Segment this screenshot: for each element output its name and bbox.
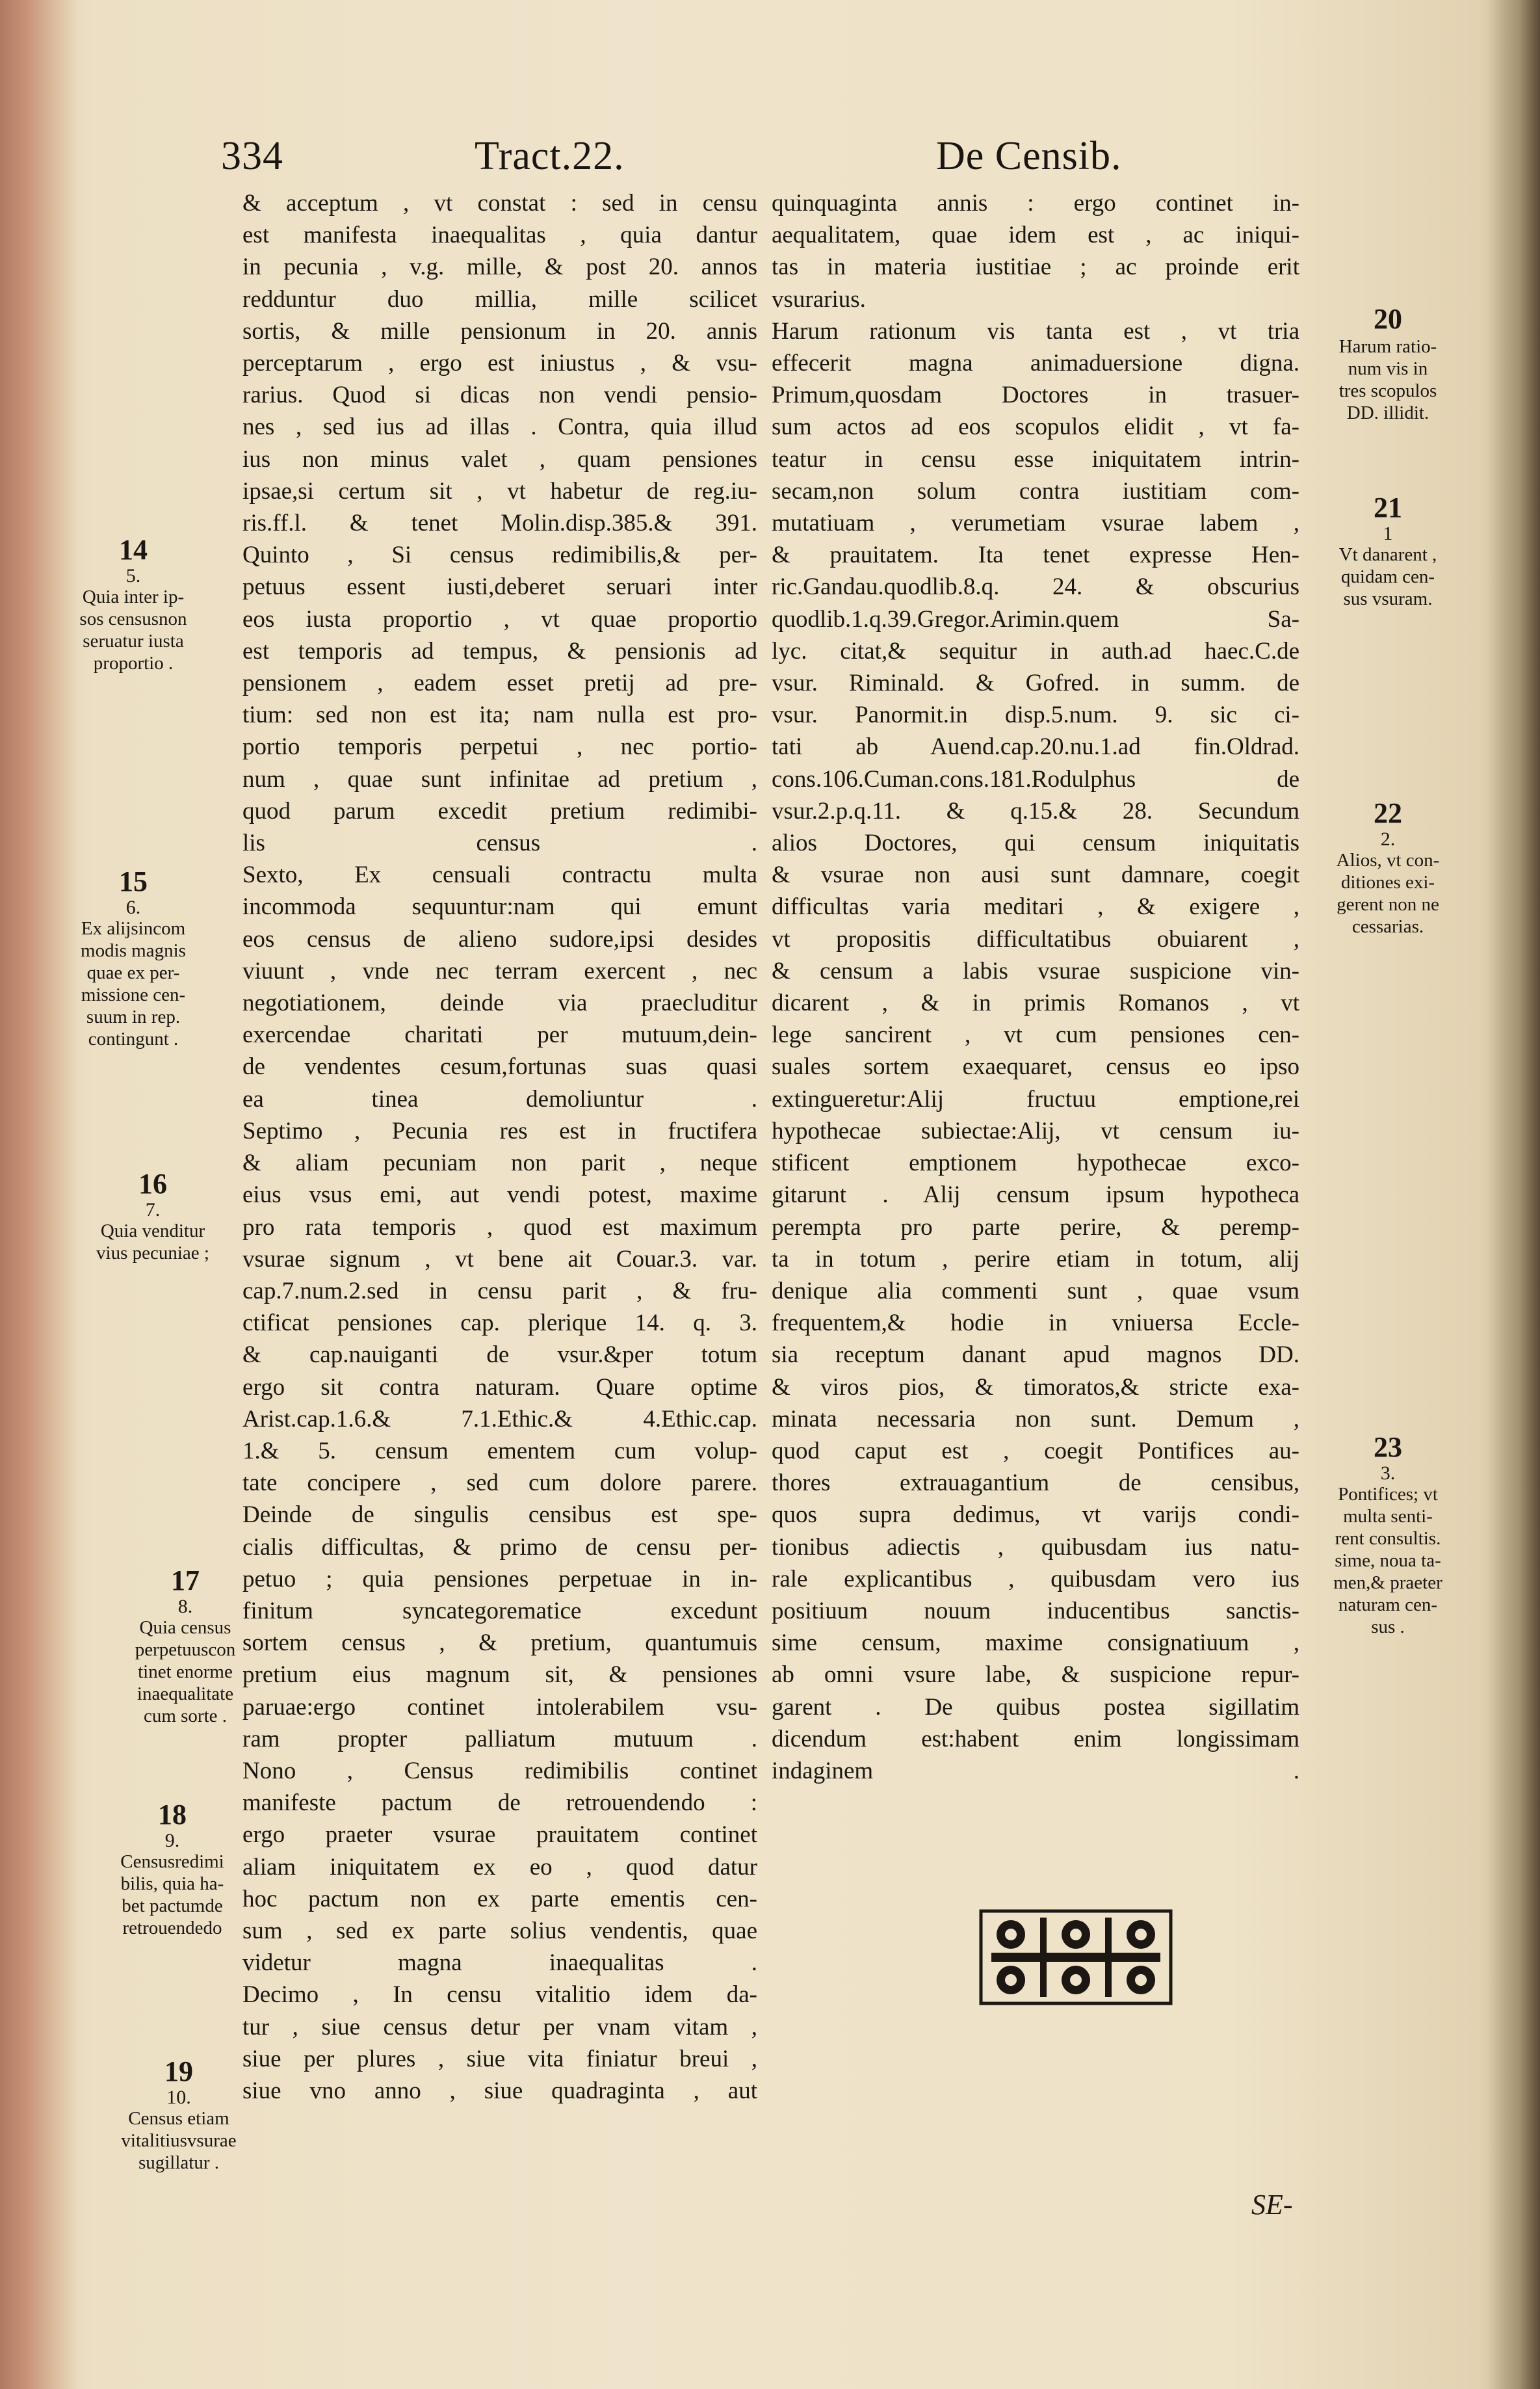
- margin-note-subnumber: 6.: [125, 897, 141, 918]
- text-line: indaginem .: [772, 1757, 1299, 1784]
- text-line: num , quae sunt infinitae ad pretium ,: [242, 765, 757, 793]
- text-line: quod parum excedit pretium redimibi-: [242, 797, 757, 825]
- text-line: lis census .: [242, 830, 757, 857]
- margin-note-subnumber: 10.: [166, 2087, 191, 2108]
- text-line: petuo ; quia pensiones perpetuae in in-: [242, 1565, 757, 1592]
- text-line: vsurarius.: [772, 285, 866, 313]
- text-line: petuus essent iusti,deberet seruari inter: [242, 574, 757, 601]
- margin-note-number: 19: [164, 2055, 193, 2087]
- text-line: perceptarum , ergo est iniustus , & vsu-: [242, 350, 757, 377]
- margin-note-number: 18: [158, 1799, 187, 1830]
- text-line: sia receptum danant apud magnos DD.: [772, 1341, 1299, 1369]
- text-line: positiuum nouum inducentibus sanctis-: [772, 1597, 1299, 1624]
- text-line: exercendae charitati per mutuum,dein-: [242, 1022, 757, 1049]
- text-line: Deinde de singulis censibus est spe-: [242, 1501, 757, 1529]
- margin-note: [78, 1167, 228, 1264]
- text-line: quos supra dedimus, vt varijs condi-: [772, 1501, 1299, 1529]
- margin-note-text: bet pactumde: [122, 1895, 223, 1916]
- margin-note-text: suum in rep.: [86, 1007, 181, 1027]
- margin-note-text: modis magnis: [81, 940, 186, 961]
- text-line: suales sortem exaequaret, census eo ipso: [772, 1053, 1299, 1081]
- text-line: videtur magna inaequalitas .: [242, 1949, 757, 1977]
- margin-note-text: perpetuuscon: [135, 1639, 236, 1660]
- text-line: de vendentes cesum,fortunas suas quasi: [242, 1053, 757, 1081]
- margin-note-number: 15: [119, 865, 148, 897]
- text-line: & censum a labis vsurae suspicione vin-: [772, 957, 1299, 984]
- margin-note-text: inaequalitate: [137, 1683, 234, 1704]
- text-line: 1.& 5. censum ementem cum volup-: [242, 1437, 757, 1464]
- text-line: pro rata temporis , quod est maximum: [242, 1213, 757, 1241]
- text-line: sum actos ad eos scopulos elidit , vt fa-: [772, 414, 1299, 441]
- text-line: quinquaginta annis : ergo continet in-: [772, 190, 1299, 217]
- text-line: ric.Gandau.quodlib.8.q. 24. & obscurius: [772, 574, 1299, 601]
- text-line: eius vsus emi, aut vendi potest, maxime: [242, 1181, 757, 1209]
- text-line: eos census de alieno sudore,ipsi desides: [242, 925, 757, 953]
- text-line: secam,non solum contra iustitiam com-: [772, 477, 1299, 505]
- page-number: 334: [221, 134, 283, 178]
- text-line: vsurae signum , vt bene ait Couar.3. var.: [242, 1245, 757, 1273]
- text-line: ris.ff.l. & tenet Molin.disp.385.& 391.: [242, 510, 757, 537]
- margin-note-text: sus .: [1371, 1617, 1405, 1637]
- margin-note-text: Census etiam: [128, 2108, 229, 2129]
- margin-note-text: retrouendedo: [122, 1918, 222, 1938]
- margin-note-text: Quia venditur: [100, 1221, 205, 1241]
- margin-note-text: gerent non ne: [1337, 894, 1439, 915]
- margin-note-number: 14: [119, 534, 148, 566]
- text-line: rale explicantibus , quibusdam vero ius: [772, 1565, 1299, 1592]
- text-line: vsur.2.p.q.11. & q.15.& 28. Secundum: [772, 797, 1299, 825]
- margin-note-subnumber: 1: [1383, 523, 1393, 544]
- margin-note-text: bilis, quia ha-: [120, 1873, 224, 1894]
- text-line: gitarunt . Alij censum ipsum hypotheca: [772, 1181, 1299, 1209]
- text-line: tionibus adiectis , quibusdam ius natu-: [772, 1533, 1299, 1561]
- text-line: denique alia commenti sunt , quae vsum: [772, 1277, 1299, 1304]
- margin-note-number: 17: [171, 1564, 200, 1596]
- text-line: & aliam pecuniam non parit , neque: [242, 1150, 757, 1177]
- text-line: Nono , Census redimibilis continet: [242, 1757, 757, 1784]
- margin-note-text: proportio .: [93, 653, 174, 674]
- text-line: ius non minus valet , quam pensiones: [242, 445, 757, 473]
- text-line: stificent emptionem hypothecae exco-: [772, 1150, 1299, 1177]
- text-line: ctificat pensiones cap. plerique 14. q. 3.: [242, 1310, 757, 1337]
- text-line: Quinto , Si census redimibilis,& per-: [242, 542, 757, 569]
- margin-note-text: Alios, vt con-: [1336, 850, 1440, 871]
- text-line: Sexto, Ex censuali contractu multa: [242, 862, 757, 889]
- margin-note: [104, 2055, 254, 2174]
- text-line: Primum,quosdam Doctores in trasuer-: [772, 382, 1299, 409]
- text-line: ram propter palliatum mutuum .: [242, 1725, 757, 1752]
- text-line: Septimo , Pecunia res est in fructifera: [242, 1117, 757, 1144]
- margin-note-text: Quia inter ip-: [82, 587, 185, 607]
- margin-note-text: vius pecuniae ;: [96, 1243, 209, 1263]
- text-line: Decimo , In censu vitalitio idem da-: [242, 1981, 757, 2009]
- text-line: & prauitatem. Ita tenet expresse Hen-: [772, 542, 1299, 569]
- text-line: aliam iniquitatem ex eo , quod datur: [242, 1853, 757, 1881]
- text-line: extingueretur:Alij fructuu emptione,rei: [772, 1085, 1299, 1113]
- margin-note-text: rent consultis.: [1335, 1528, 1441, 1549]
- text-line: negotiationem, deinde via praecluditur: [242, 990, 757, 1017]
- text-line: tium: sed non est ita; nam nulla est pro-: [242, 702, 757, 729]
- text-line: difficultas varia meditari , & exigere ,: [772, 893, 1299, 921]
- text-line: tur , siue census detur per vnam vitam ,: [242, 2013, 757, 2040]
- text-line: sortem census , & pretium, quantumuis: [242, 1630, 757, 1657]
- text-line: ergo praeter vsurae prauitatem continet: [242, 1821, 757, 1849]
- margin-note-text: Censusredimi: [120, 1851, 224, 1872]
- left-text-column: [242, 187, 757, 2107]
- text-line: effecerit magna animaduersione digna.: [772, 350, 1299, 377]
- margin-note: [59, 533, 208, 674]
- page-title: De Censib.: [936, 134, 1122, 178]
- text-line: est manifesta inaequalitas , quia dantur: [242, 222, 757, 249]
- text-line: ta in totum , perire etiam in totum, alij: [772, 1245, 1299, 1273]
- text-line: cap.7.num.2.sed in censu parit , & fru-: [242, 1277, 757, 1304]
- text-line: manifeste pactum de retrouendendo :: [242, 1789, 757, 1817]
- margin-note-number: 16: [138, 1168, 167, 1200]
- text-line: lege sancirent , vt cum pensiones cen-: [772, 1022, 1299, 1049]
- text-line: thores extrauagantium de censibus,: [772, 1470, 1299, 1497]
- text-line: sum , sed ex parte solius vendentis, quae: [242, 1917, 757, 1944]
- margin-note-text: missione cen-: [81, 984, 186, 1005]
- text-line: siue vno anno , siue quadraginta , aut: [242, 2077, 757, 2104]
- text-line: est temporis ad tempus, & pensionis ad: [242, 637, 757, 665]
- margin-note-text: naturam cen-: [1338, 1594, 1438, 1615]
- margin-note-subnumber: 3.: [1380, 1462, 1396, 1484]
- text-line: dicendum est:habent enim longissimam: [772, 1725, 1299, 1752]
- margin-note-text: multa senti-: [1343, 1506, 1433, 1527]
- text-line: pensionem , eadem esset pretij ad pre-: [242, 670, 757, 697]
- margin-note-subnumber: 9.: [164, 1830, 180, 1851]
- margin-note-subnumber: 5.: [125, 565, 141, 587]
- margin-note-subnumber: 8.: [177, 1596, 193, 1617]
- text-line: ergo sit contra naturam. Quare optime: [242, 1373, 757, 1401]
- text-line: teatur in censu esse iniquitatem intrin-: [772, 445, 1299, 473]
- text-line: mutatiuam , verumetiam vsurae labem ,: [772, 510, 1299, 537]
- text-line: finitum syncategorematice excedunt: [242, 1597, 757, 1624]
- text-line: tati ab Auend.cap.20.nu.1.ad fin.Oldrad.: [772, 733, 1299, 761]
- text-line: portio temporis perpetui , nec portio-: [242, 733, 757, 761]
- text-line: redduntur duo millia, mille scilicet: [242, 285, 757, 313]
- margin-note-text: tres scopulos: [1338, 380, 1437, 401]
- text-line: sortis, & mille pensionum in 20. annis: [242, 317, 757, 345]
- text-line: lyc. citat,& sequitur in auth.ad haec.C.de: [772, 637, 1299, 665]
- text-line: perempta pro parte perire, & peremp-: [772, 1213, 1299, 1241]
- margin-note: [1313, 1431, 1463, 1638]
- text-line: tas in materia iustitiae ; ac proinde erit: [772, 254, 1299, 281]
- catchword: SE-: [1251, 2189, 1293, 2221]
- margin-note: [59, 865, 208, 1050]
- margin-note-text: Quia census: [139, 1617, 231, 1638]
- text-line: & cap.nauiganti de vsur.&per totum: [242, 1341, 757, 1369]
- text-line: vsur. Panormit.in disp.5.num. 9. sic ci-: [772, 702, 1299, 729]
- text-line: nes , sed ius ad illas . Contra, quia illud: [242, 414, 757, 441]
- text-line: vsur. Riminald. & Gofred. in summ. de: [772, 670, 1299, 697]
- text-line: cons.106.Cuman.cons.181.Rodulphus de: [772, 765, 1299, 793]
- margin-note-number: 20: [1374, 303, 1402, 335]
- margin-note: [1313, 302, 1463, 424]
- text-line: & vsurae non ausi sunt damnare, coegit: [772, 862, 1299, 889]
- text-line: & acceptum , vt constat : sed in censu: [242, 190, 757, 217]
- text-line: rarius. Quod si dicas non vendi pensio-: [242, 382, 757, 409]
- margin-note-text: Ex alijsincom: [81, 918, 186, 939]
- margin-note-text: quidam cen-: [1340, 566, 1435, 587]
- margin-note-text: cessarias.: [1351, 916, 1424, 937]
- margin-note-subnumber: 7.: [145, 1199, 161, 1221]
- margin-note: [1313, 797, 1463, 938]
- margin-note-text: contingunt .: [88, 1029, 179, 1049]
- printers-ornament: [978, 1908, 1173, 2006]
- margin-note-text: num vis in: [1348, 358, 1428, 379]
- margin-note: [111, 1564, 260, 1727]
- margin-note-text: cum sorte .: [143, 1706, 228, 1726]
- text-line: paruae:ergo continet intolerabilem vsu-: [242, 1693, 757, 1721]
- text-line: incommoda sequuntur:nam qui emunt: [242, 893, 757, 921]
- page-fore-edge: [1488, 0, 1540, 2389]
- margin-note-text: quae ex per-: [86, 962, 180, 983]
- margin-note-text: sugillatur .: [138, 2152, 220, 2173]
- margin-note-text: vitalitiusvsurae: [121, 2130, 237, 2151]
- text-line: cialis difficultas, & primo de censu per-: [242, 1533, 757, 1561]
- text-line: ea tinea demoliuntur .: [242, 1085, 757, 1113]
- margin-note-text: Pontifices; vt: [1338, 1484, 1438, 1505]
- margin-note-text: sos censusnon: [79, 609, 187, 629]
- text-line: Arist.cap.1.6.& 7.1.Ethic.& 4.Ethic.cap.: [242, 1405, 757, 1432]
- text-line: garent . De quibus postea sigillatim: [772, 1693, 1299, 1721]
- text-line: sime censum, maxime consignatiuum ,: [772, 1630, 1299, 1657]
- text-line: tate concipere , sed cum dolore parere.: [242, 1470, 757, 1497]
- margin-note-text: ditiones exi-: [1340, 872, 1435, 893]
- margin-note-text: DD. illidit.: [1346, 403, 1429, 423]
- margin-note: [98, 1798, 247, 1939]
- text-line: viuunt , vnde nec terram exercent , nec: [242, 957, 757, 984]
- text-line: alios Doctores, qui censum iniquitatis: [772, 830, 1299, 857]
- text-line: siue per plures , siue vita finiatur breui ,: [242, 2045, 757, 2072]
- text-line: ab omni vsure labe, & suspicione repur-: [772, 1661, 1299, 1689]
- margin-note-text: men,& praeter: [1333, 1572, 1442, 1593]
- margin-note-number: 23: [1374, 1431, 1402, 1463]
- margin-note-text: tinet enorme: [138, 1661, 233, 1682]
- margin-note-text: sus vsuram.: [1343, 588, 1433, 609]
- text-line: minata necessaria non sunt. Demum ,: [772, 1405, 1299, 1432]
- text-line: frequentem,& hodie in vniuersa Eccle-: [772, 1310, 1299, 1337]
- text-line: eos iusta proportio , vt quae proportio: [242, 605, 757, 633]
- text-line: quod caput est , coegit Pontifices au-: [772, 1437, 1299, 1464]
- margin-note-text: sime, noua ta-: [1335, 1550, 1441, 1571]
- text-line: aequalitatem, quae idem est , ac iniqui-: [772, 222, 1299, 249]
- margin-note: [1313, 491, 1463, 610]
- text-line: ipsae,si certum sit , vt habetur de reg.iu-: [242, 477, 757, 505]
- margin-note-subnumber: 2.: [1380, 828, 1396, 850]
- text-line: pretium eius magnum sit, & pensiones: [242, 1661, 757, 1689]
- margin-note-number: 21: [1374, 492, 1402, 523]
- margin-note-number: 22: [1374, 797, 1402, 829]
- margin-note-text: seruatur iusta: [83, 631, 184, 652]
- right-text-column: [772, 187, 1299, 1787]
- text-line: Harum rationum vis tanta est , vt tria: [772, 317, 1299, 345]
- tract-label: Tract.22.: [475, 134, 625, 178]
- text-line: & viros pios, & timoratos,& stricte exa-: [772, 1373, 1299, 1401]
- book-spine-edge: [0, 0, 78, 2389]
- text-line: hoc pactum non ex parte ementis cen-: [242, 1885, 757, 1912]
- text-line: dicarent , & in primis Romanos , vt: [772, 990, 1299, 1017]
- text-line: in pecunia , v.g. mille, & post 20. annos: [242, 254, 757, 281]
- text-line: quodlib.1.q.39.Gregor.Arimin.quem Sa-: [772, 605, 1299, 633]
- text-line: vt propositis difficultatibus obuiarent ,: [772, 925, 1299, 953]
- text-line: hypothecae subiectae:Alij, vt censum iu-: [772, 1117, 1299, 1144]
- margin-note-text: Vt danarent ,: [1338, 544, 1437, 565]
- running-head: [0, 133, 1540, 192]
- margin-note-text: Harum ratio-: [1338, 336, 1437, 357]
